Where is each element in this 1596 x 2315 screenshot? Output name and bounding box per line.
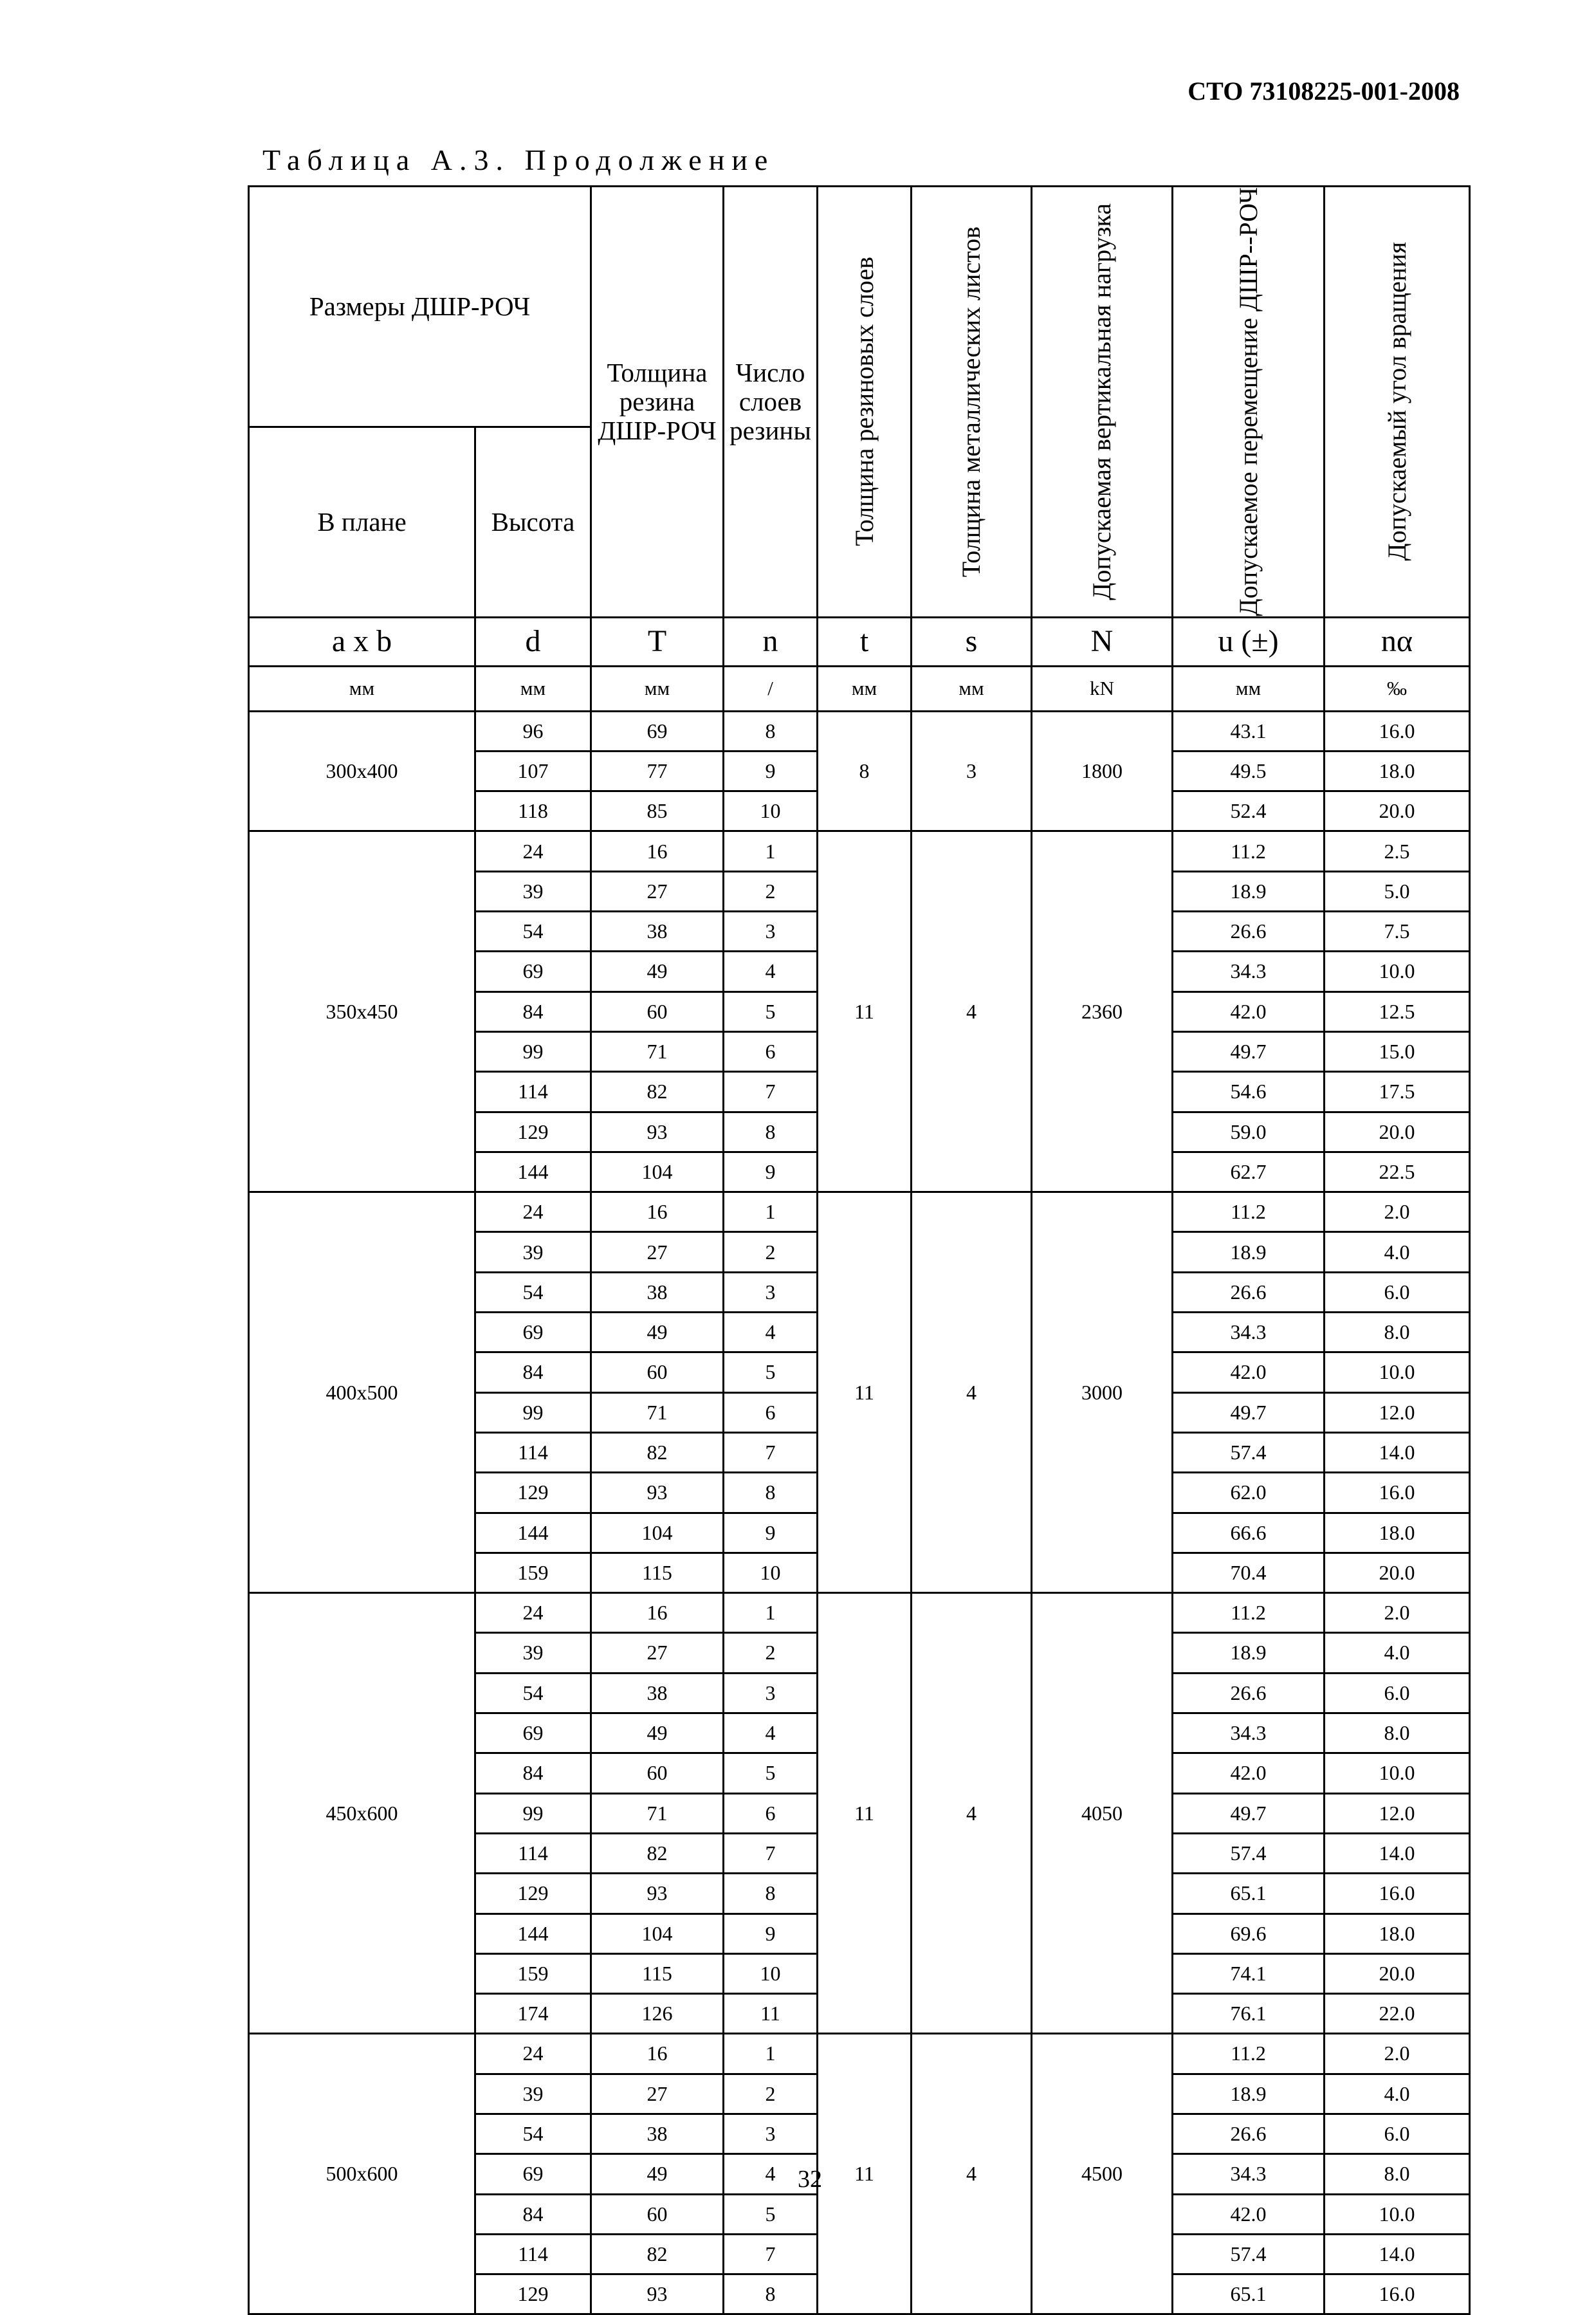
rubber-thickness-cell: 16 (591, 831, 724, 871)
layers-count-cell: 7 (724, 1833, 818, 1873)
symbol-cell: u (±) (1173, 617, 1325, 666)
height-cell: 84 (475, 991, 591, 1031)
rotation-angle-cell: 4.0 (1325, 1232, 1470, 1272)
dimensions-table (248, 185, 1471, 2315)
displacement-cell: 69.6 (1173, 1914, 1325, 1953)
height-cell: 69 (475, 2154, 591, 2194)
height-cell: 54 (475, 1673, 591, 1713)
rotation-angle-cell: 18.0 (1325, 1513, 1470, 1553)
rotation-angle-cell: 16.0 (1325, 1874, 1470, 1914)
rubber-thickness-cell: 71 (591, 1793, 724, 1833)
rubber-thickness-cell: 38 (591, 1673, 724, 1713)
rotation-angle-cell: 14.0 (1325, 2234, 1470, 2274)
rubber-thickness-cell: 85 (591, 791, 724, 831)
rotation-angle-cell: 20.0 (1325, 1112, 1470, 1152)
unit-cell: мм (912, 666, 1032, 711)
layers-count-cell: 9 (724, 1914, 818, 1953)
rotation-angle-cell: 18.0 (1325, 751, 1470, 791)
height-cell: 24 (475, 2034, 591, 2074)
height-cell: 39 (475, 1232, 591, 1272)
unit-cell: / (724, 666, 818, 711)
layers-count-cell: 2 (724, 1232, 818, 1272)
rubber-thickness-cell: 104 (591, 1152, 724, 1192)
symbol-cell: N (1032, 617, 1173, 666)
rotation-angle-cell: 16.0 (1325, 1473, 1470, 1513)
layers-count-cell: 2 (724, 871, 818, 911)
displacement-cell: 57.4 (1173, 2234, 1325, 2274)
height-cell: 54 (475, 912, 591, 952)
rotation-angle-cell: 20.0 (1325, 1953, 1470, 1993)
rotation-angle-cell: 4.0 (1325, 2074, 1470, 2114)
height-cell: 54 (475, 1272, 591, 1312)
layers-count-cell: 9 (724, 751, 818, 791)
rubber-thickness-cell: 93 (591, 1473, 724, 1513)
rubber-thickness-cell: 16 (591, 1192, 724, 1232)
rubber-layer-thickness-cell: 11 (818, 1593, 912, 2034)
rotation-angle-cell: 22.5 (1325, 1152, 1470, 1192)
rotation-angle-cell: 6.0 (1325, 1272, 1470, 1312)
rotation-angle-cell: 10.0 (1325, 1352, 1470, 1392)
displacement-cell: 26.6 (1173, 912, 1325, 952)
rotation-angle-cell: 16.0 (1325, 711, 1470, 751)
header-rubber-layer-thickness (818, 187, 912, 618)
displacement-cell: 42.0 (1173, 1352, 1325, 1392)
displacement-cell: 42.0 (1173, 1753, 1325, 1793)
displacement-cell: 49.7 (1173, 1793, 1325, 1833)
layers-count-cell: 5 (724, 1753, 818, 1793)
layers-count-cell: 11 (724, 1994, 818, 2034)
displacement-cell: 57.4 (1173, 1833, 1325, 1873)
displacement-cell: 49.7 (1173, 1392, 1325, 1432)
layers-count-cell: 1 (724, 831, 818, 871)
layers-count-cell: 5 (724, 2194, 818, 2234)
vertical-load-cell: 4500 (1032, 2034, 1173, 2314)
metal-sheet-thickness-cell: 4 (912, 1593, 1032, 2034)
height-cell: 84 (475, 1352, 591, 1392)
layers-count-cell: 6 (724, 1793, 818, 1833)
height-cell: 96 (475, 711, 591, 751)
height-cell: 144 (475, 1513, 591, 1553)
height-cell: 99 (475, 1031, 591, 1071)
rotation-angle-cell: 10.0 (1325, 2194, 1470, 2234)
table-row (249, 1593, 1470, 1633)
height-cell: 99 (475, 1793, 591, 1833)
height-cell: 84 (475, 2194, 591, 2234)
rubber-thickness-cell: 69 (591, 711, 724, 751)
rotation-angle-cell: 6.0 (1325, 2114, 1470, 2154)
rubber-thickness-cell: 126 (591, 1994, 724, 2034)
page-number: 32 (798, 2166, 822, 2193)
metal-sheet-thickness-cell: 4 (912, 831, 1032, 1192)
displacement-cell: 18.9 (1173, 871, 1325, 911)
rubber-thickness-cell: 71 (591, 1392, 724, 1432)
layers-count-cell: 7 (724, 1432, 818, 1472)
displacement-cell: 42.0 (1173, 991, 1325, 1031)
layers-count-cell: 8 (724, 1473, 818, 1513)
layers-count-cell: 1 (724, 1593, 818, 1633)
rubber-thickness-cell: 49 (591, 2154, 724, 2194)
vertical-load-cell: 3000 (1032, 1192, 1173, 1593)
symbol-cell: T (591, 617, 724, 666)
rubber-layer-thickness-cell: 11 (818, 1192, 912, 1593)
rubber-thickness-cell: 16 (591, 1593, 724, 1633)
height-cell: 129 (475, 1473, 591, 1513)
metal-sheet-thickness-cell: 4 (912, 1192, 1032, 1593)
layers-count-cell: 5 (724, 991, 818, 1031)
rotation-angle-cell: 14.0 (1325, 1432, 1470, 1472)
layers-count-cell: 2 (724, 2074, 818, 2114)
height-cell: 24 (475, 831, 591, 871)
displacement-cell: 43.1 (1173, 711, 1325, 751)
displacement-cell: 70.4 (1173, 1553, 1325, 1592)
layers-count-cell: 10 (724, 1553, 818, 1592)
rotation-angle-cell: 18.0 (1325, 1914, 1470, 1953)
height-cell: 69 (475, 1713, 591, 1753)
height-cell: 159 (475, 1953, 591, 1993)
rubber-thickness-cell: 27 (591, 871, 724, 911)
header-sizes: Размеры ДШР-РОЧ (249, 187, 591, 427)
layers-count-cell: 8 (724, 711, 818, 751)
vertical-load-cell: 4050 (1032, 1593, 1173, 2034)
rubber-thickness-cell: 60 (591, 991, 724, 1031)
rubber-thickness-cell: 60 (591, 1352, 724, 1392)
height-cell: 129 (475, 2274, 591, 2314)
header-rubber-layer-thickness-text: Толщина резиновых слоев (849, 257, 879, 547)
rubber-thickness-cell: 16 (591, 2034, 724, 2074)
rubber-thickness-cell: 49 (591, 1713, 724, 1753)
displacement-cell: 34.3 (1173, 2154, 1325, 2194)
height-cell: 118 (475, 791, 591, 831)
height-cell: 69 (475, 1313, 591, 1352)
layers-count-cell: 7 (724, 2234, 818, 2274)
height-cell: 114 (475, 1072, 591, 1112)
displacement-cell: 11.2 (1173, 1593, 1325, 1633)
displacement-cell: 18.9 (1173, 1633, 1325, 1673)
symbol-cell: a x b (249, 617, 475, 666)
header-vertical-load-text: Допускаемая вертикальная нагрузка (1087, 203, 1117, 600)
rotation-angle-cell: 16.0 (1325, 2274, 1470, 2314)
rubber-thickness-cell: 82 (591, 1833, 724, 1873)
header-displacement (1173, 187, 1325, 618)
metal-sheet-thickness-cell: 3 (912, 711, 1032, 831)
rubber-thickness-cell: 93 (591, 1112, 724, 1152)
header-rubber-thickness: Толщина резина ДШР-РОЧ (591, 187, 724, 618)
plan-size-cell: 300x400 (249, 711, 475, 831)
displacement-cell: 26.6 (1173, 2114, 1325, 2154)
header-displacement-text: Допускаемое перемещение ДШР--РОЧ (1233, 187, 1263, 616)
height-cell: 24 (475, 1593, 591, 1633)
symbol-cell: s (912, 617, 1032, 666)
rotation-angle-cell: 2.0 (1325, 1192, 1470, 1232)
height-cell: 39 (475, 1633, 591, 1673)
layers-count-cell: 4 (724, 2154, 818, 2194)
rubber-thickness-cell: 93 (591, 2274, 724, 2314)
rubber-thickness-cell: 82 (591, 1432, 724, 1472)
rubber-thickness-cell: 38 (591, 912, 724, 952)
displacement-cell: 34.3 (1173, 952, 1325, 991)
rotation-angle-cell: 8.0 (1325, 2154, 1470, 2194)
rotation-angle-cell: 20.0 (1325, 791, 1470, 831)
symbol-cell: t (818, 617, 912, 666)
layers-count-cell: 4 (724, 1713, 818, 1753)
rotation-angle-cell: 4.0 (1325, 1633, 1470, 1673)
vertical-load-cell: 2360 (1032, 831, 1173, 1192)
header-height: Высота (475, 427, 591, 617)
symbol-cell: d (475, 617, 591, 666)
rubber-thickness-cell: 49 (591, 952, 724, 991)
header-rotation-angle (1325, 187, 1470, 618)
displacement-cell: 76.1 (1173, 1994, 1325, 2034)
height-cell: 24 (475, 1192, 591, 1232)
rubber-layer-thickness-cell: 8 (818, 711, 912, 831)
layers-count-cell: 6 (724, 1392, 818, 1432)
displacement-cell: 49.7 (1173, 1031, 1325, 1071)
table-row (249, 1192, 1470, 1232)
layers-count-cell: 8 (724, 1112, 818, 1152)
rubber-thickness-cell: 27 (591, 1232, 724, 1272)
displacement-cell: 11.2 (1173, 2034, 1325, 2074)
displacement-cell: 34.3 (1173, 1313, 1325, 1352)
header-metal-sheet-thickness-text: Толщина металлических листов (957, 226, 986, 577)
rotation-angle-cell: 8.0 (1325, 1313, 1470, 1352)
symbol-cell: n (724, 617, 818, 666)
rotation-angle-cell: 15.0 (1325, 1031, 1470, 1071)
rubber-layer-thickness-cell: 11 (818, 831, 912, 1192)
table-row (249, 2034, 1470, 2074)
displacement-cell: 62.7 (1173, 1152, 1325, 1192)
layers-count-cell: 4 (724, 1313, 818, 1352)
displacement-cell: 65.1 (1173, 2274, 1325, 2314)
layers-count-cell: 5 (724, 1352, 818, 1392)
height-cell: 107 (475, 751, 591, 791)
plan-size-cell: 500x600 (249, 2034, 475, 2314)
displacement-cell: 11.2 (1173, 831, 1325, 871)
displacement-cell: 11.2 (1173, 1192, 1325, 1232)
layers-count-cell: 2 (724, 1633, 818, 1673)
height-cell: 159 (475, 1553, 591, 1592)
rubber-thickness-cell: 38 (591, 2114, 724, 2154)
rotation-angle-cell: 14.0 (1325, 1833, 1470, 1873)
rubber-thickness-cell: 93 (591, 1874, 724, 1914)
height-cell: 129 (475, 1112, 591, 1152)
rubber-thickness-cell: 115 (591, 1553, 724, 1592)
layers-count-cell: 3 (724, 1272, 818, 1312)
rubber-thickness-cell: 38 (591, 1272, 724, 1312)
table-body (249, 711, 1470, 2314)
layers-count-cell: 1 (724, 2034, 818, 2074)
rubber-thickness-cell: 60 (591, 1753, 724, 1793)
rubber-thickness-cell: 82 (591, 1072, 724, 1112)
layers-count-cell: 3 (724, 912, 818, 952)
vertical-load-cell: 1800 (1032, 711, 1173, 831)
rubber-thickness-cell: 27 (591, 2074, 724, 2114)
displacement-cell: 34.3 (1173, 1713, 1325, 1753)
rotation-angle-cell: 8.0 (1325, 1713, 1470, 1753)
height-cell: 114 (475, 1833, 591, 1873)
height-cell: 144 (475, 1914, 591, 1953)
rotation-angle-cell: 20.0 (1325, 1553, 1470, 1592)
layers-count-cell: 8 (724, 2274, 818, 2314)
displacement-cell: 54.6 (1173, 1072, 1325, 1112)
displacement-cell: 74.1 (1173, 1953, 1325, 1993)
header-vertical-load (1032, 187, 1173, 618)
height-cell: 99 (475, 1392, 591, 1432)
height-cell: 54 (475, 2114, 591, 2154)
header-rotation-angle-text: Допускаемый угол вращения (1382, 242, 1411, 562)
displacement-cell: 65.1 (1173, 1874, 1325, 1914)
height-cell: 144 (475, 1152, 591, 1192)
height-cell: 84 (475, 1753, 591, 1793)
layers-count-cell: 10 (724, 791, 818, 831)
displacement-cell: 62.0 (1173, 1473, 1325, 1513)
unit-cell: мм (1173, 666, 1325, 711)
rubber-thickness-cell: 71 (591, 1031, 724, 1071)
displacement-cell: 57.4 (1173, 1432, 1325, 1472)
layers-count-cell: 4 (724, 952, 818, 991)
metal-sheet-thickness-cell: 4 (912, 2034, 1032, 2314)
plan-size-cell: 350x450 (249, 831, 475, 1192)
table-row (249, 831, 1470, 871)
header-in-plan: В плане (249, 427, 475, 617)
rotation-angle-cell: 10.0 (1325, 952, 1470, 991)
rotation-angle-cell: 7.5 (1325, 912, 1470, 952)
rotation-angle-cell: 12.0 (1325, 1793, 1470, 1833)
header-layers-count: Число слоев резины (724, 187, 818, 618)
plan-size-cell: 400x500 (249, 1192, 475, 1593)
rubber-thickness-cell: 115 (591, 1953, 724, 1993)
rotation-angle-cell: 6.0 (1325, 1673, 1470, 1713)
displacement-cell: 59.0 (1173, 1112, 1325, 1152)
layers-count-cell: 9 (724, 1152, 818, 1192)
rotation-angle-cell: 12.0 (1325, 1392, 1470, 1432)
displacement-cell: 18.9 (1173, 1232, 1325, 1272)
height-cell: 114 (475, 2234, 591, 2274)
unit-cell: мм (818, 666, 912, 711)
unit-cell: мм (475, 666, 591, 711)
displacement-cell: 18.9 (1173, 2074, 1325, 2114)
rubber-thickness-cell: 82 (591, 2234, 724, 2274)
displacement-cell: 42.0 (1173, 2194, 1325, 2234)
rubber-layer-thickness-cell: 11 (818, 2034, 912, 2314)
layers-count-cell: 3 (724, 2114, 818, 2154)
unit-cell: kN (1032, 666, 1173, 711)
rubber-thickness-cell: 60 (591, 2194, 724, 2234)
layers-count-cell: 3 (724, 1673, 818, 1713)
layers-count-cell: 8 (724, 1874, 818, 1914)
unit-cell: мм (591, 666, 724, 711)
rubber-thickness-cell: 27 (591, 1633, 724, 1673)
height-cell: 69 (475, 952, 591, 991)
rubber-thickness-cell: 49 (591, 1313, 724, 1352)
header-metal-sheet-thickness (912, 187, 1032, 618)
rotation-angle-cell: 22.0 (1325, 1994, 1470, 2034)
rubber-thickness-cell: 104 (591, 1914, 724, 1953)
rotation-angle-cell: 2.0 (1325, 1593, 1470, 1633)
rotation-angle-cell: 5.0 (1325, 871, 1470, 911)
rubber-thickness-cell: 104 (591, 1513, 724, 1553)
rotation-angle-cell: 17.5 (1325, 1072, 1470, 1112)
height-cell: 129 (475, 1874, 591, 1914)
rotation-angle-cell: 12.5 (1325, 991, 1470, 1031)
displacement-cell: 26.6 (1173, 1272, 1325, 1312)
layers-count-cell: 10 (724, 1953, 818, 1993)
unit-cell: ‰ (1325, 666, 1470, 711)
height-cell: 174 (475, 1994, 591, 2034)
document-code: СТО 73108225-001-2008 (1188, 77, 1460, 106)
rotation-angle-cell: 2.5 (1325, 831, 1470, 871)
layers-count-cell: 6 (724, 1031, 818, 1071)
layers-count-cell: 9 (724, 1513, 818, 1553)
rotation-angle-cell: 10.0 (1325, 1753, 1470, 1793)
height-cell: 39 (475, 871, 591, 911)
height-cell: 39 (475, 2074, 591, 2114)
table-row (249, 711, 1470, 751)
layers-count-cell: 1 (724, 1192, 818, 1232)
unit-cell: мм (249, 666, 475, 711)
layers-count-cell: 7 (724, 1072, 818, 1112)
displacement-cell: 49.5 (1173, 751, 1325, 791)
displacement-cell: 52.4 (1173, 791, 1325, 831)
plan-size-cell: 450x600 (249, 1593, 475, 2034)
rubber-thickness-cell: 77 (591, 751, 724, 791)
symbol-cell: nα (1325, 617, 1470, 666)
height-cell: 114 (475, 1432, 591, 1472)
table-caption: Таблица А.3. Продолжение (262, 143, 775, 176)
displacement-cell: 66.6 (1173, 1513, 1325, 1553)
rotation-angle-cell: 2.0 (1325, 2034, 1470, 2074)
displacement-cell: 26.6 (1173, 1673, 1325, 1713)
